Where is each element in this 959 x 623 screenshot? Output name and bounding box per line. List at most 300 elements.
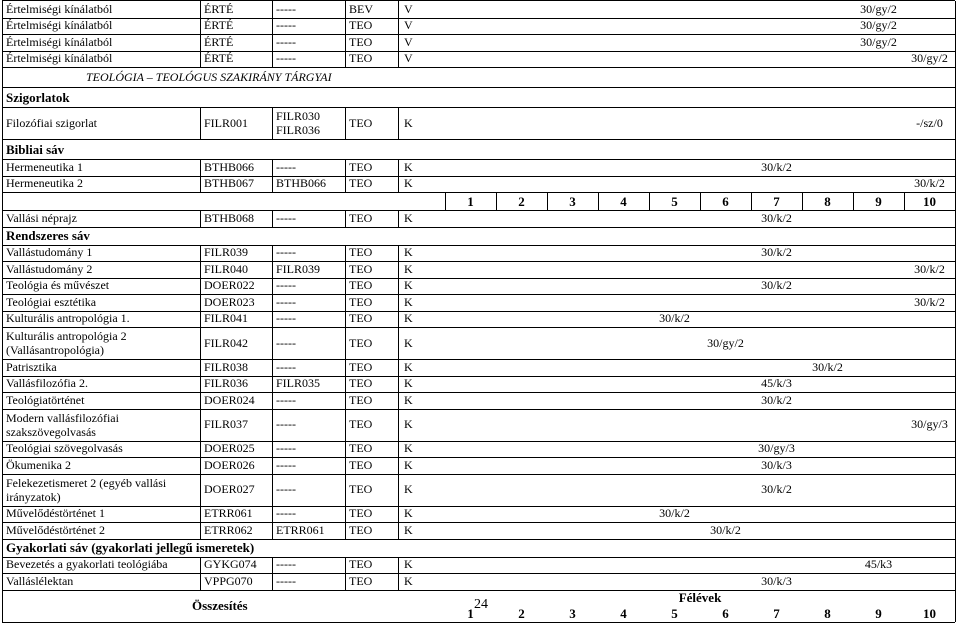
row-border [2,245,955,246]
column-border [398,107,399,139]
credit-value: 30/k/2 [761,159,792,174]
course-code: ETRR061 [204,506,253,521]
semester-number: 10 [923,606,936,621]
column-border [200,34,201,51]
row-border [2,227,955,228]
column-border [398,34,399,51]
course-name: Modern vallásfilozófiai szakszövegolvasás [6,410,119,439]
course-code: DOER026 [204,457,255,472]
course-code: FILR041 [204,311,249,326]
row-border [2,392,955,393]
column-border [200,176,201,193]
column-border [200,278,201,295]
column-border [200,522,201,539]
column-border [751,192,752,210]
column-border [398,409,399,441]
column-border [272,245,273,262]
course-name: Filozófiai szigorlat [6,116,97,130]
credit-value: 30/k/3 [761,457,792,472]
semester-number: 5 [671,606,678,621]
course-name: Művelődéstörténet 1 [6,506,105,521]
faculty-code: TEO [349,522,373,537]
column-border [345,376,346,393]
column-border [2,359,3,376]
prerequisite: ----- [276,245,296,260]
faculty-code: TEO [349,311,373,326]
semester-number: 7 [773,606,780,621]
column-border [272,522,273,539]
column-border [345,159,346,176]
semester-number: 5 [671,193,678,209]
course-code: FILR042 [204,335,249,350]
course-name: Valláslélektan [6,573,74,588]
column-border [200,294,201,311]
column-border [200,327,201,359]
course-code: ÉRTÉ [204,1,234,16]
column-border [398,18,399,35]
column-border [398,176,399,193]
faculty-code: TEO [349,573,373,588]
column-border [345,457,346,474]
column-border [2,87,3,107]
column-border [955,192,956,210]
exam-type: K [404,311,413,326]
column-border [2,539,3,557]
credit-value: 30/gy/2 [707,335,744,350]
column-border [272,573,273,590]
course-name: Vallásfilozófia 2. [6,376,88,391]
course-name: Teológiatörténet [6,392,85,407]
prerequisite: FILR039 [276,261,321,276]
credit-value: 30/k/2 [659,311,690,326]
column-border [398,522,399,539]
column-border [398,159,399,176]
column-border [398,376,399,393]
course-code: FILR037 [204,417,249,431]
column-border [345,522,346,539]
column-border [345,294,346,311]
course-code: FILR040 [204,261,249,276]
column-border [955,522,956,539]
semester-number: 6 [722,606,729,621]
column-border [955,1,956,18]
column-border [398,245,399,262]
column-border [200,457,201,474]
credit-value: 30/gy/2 [911,51,948,66]
column-border [345,409,346,441]
faculty-code: TEO [349,261,373,276]
column-border [345,51,346,68]
column-border [200,1,201,18]
column-border [398,557,399,574]
faculty-code: TEO [349,335,373,350]
column-border [496,192,497,210]
exam-type: K [404,441,413,456]
section-title: Gyakorlati sáv (gyakorlati jellegű ismeretek) [6,540,255,555]
column-border [2,392,3,409]
course-name: Vallási néprajz [6,210,77,225]
column-border [955,227,956,245]
credit-value: 30/gy/2 [860,34,897,49]
column-border [955,392,956,409]
row-border [2,457,955,458]
column-border [200,441,201,458]
column-border [345,557,346,574]
column-border [955,409,956,441]
column-border [2,590,3,622]
column-border [272,474,273,506]
column-border [398,474,399,506]
credit-value: 45/k3 [864,557,893,572]
column-border [955,107,956,139]
row-border [2,18,955,19]
column-border [272,409,273,441]
exam-type: K [404,159,413,174]
faculty-code: TEO [349,278,373,293]
semester-number: 1 [467,193,474,209]
column-border [398,392,399,409]
column-border [200,409,201,441]
column-border [904,192,905,210]
row-border [2,261,955,262]
column-border [345,1,346,18]
column-border [345,392,346,409]
faculty-code: TEO [349,557,373,572]
column-border [345,359,346,376]
column-border [345,34,346,51]
exam-type: K [404,359,413,374]
column-border [398,441,399,458]
course-code: DOER022 [204,278,255,293]
course-name: Ökumenika 2 [6,457,71,472]
faculty-code: TEO [349,210,373,225]
column-border [272,159,273,176]
course-name: Teológia és művészet [6,278,110,293]
course-code: ETRR062 [204,522,253,537]
exam-type: K [404,392,413,407]
course-name: Hermeneutika 1 [6,159,83,174]
column-border [2,573,3,590]
semester-number: 1 [467,606,474,621]
column-border [2,294,3,311]
column-border [398,261,399,278]
prerequisite: ----- [276,294,296,309]
column-border [200,376,201,393]
prerequisite: ----- [276,51,296,66]
credit-value: 30/k/2 [914,261,945,276]
row-border [2,522,955,523]
column-border [345,107,346,139]
column-border [398,327,399,359]
column-border [398,457,399,474]
section-subtitle: TEOLÓGIA – TEOLÓGUS SZAKIRÁNY TÁRGYAI [86,69,332,84]
column-border [2,506,3,523]
exam-type: V [404,1,413,16]
exam-type: K [404,210,413,225]
row-border [2,573,955,574]
row-border [2,376,955,377]
column-border [272,294,273,311]
column-border [2,474,3,506]
column-border [2,376,3,393]
prerequisite: ----- [276,573,296,588]
faculty-code: TEO [349,34,373,49]
column-border [955,278,956,295]
column-border [2,327,3,359]
column-border [398,359,399,376]
faculty-code: TEO [349,392,373,407]
semester-number: 4 [620,606,627,621]
credit-value: 30/k/2 [761,482,792,496]
faculty-code: TEO [349,457,373,472]
semester-number: 4 [620,193,627,209]
credit-value: 30/gy/3 [911,417,948,431]
column-border [345,474,346,506]
course-name: Patrisztika [6,359,57,374]
column-border [802,192,803,210]
section-title: Rendszeres sáv [6,228,90,243]
row-border [2,139,955,140]
semester-number: 7 [773,193,780,209]
course-name: Művelődéstörténet 2 [6,522,105,537]
column-border [345,261,346,278]
column-border [398,311,399,328]
row-border [2,51,955,52]
faculty-code: TEO [349,506,373,521]
exam-type: K [404,417,413,431]
semester-number: 2 [518,193,525,209]
semesters-label: Félévek [678,590,722,605]
course-code: BTHB068 [204,210,255,225]
column-border [2,557,3,574]
course-name: Felekezetismeret 2 (egyéb vallási irányzatok) [6,475,167,504]
column-border [345,573,346,590]
credit-value: 30/k/2 [914,176,945,191]
course-code: DOER025 [204,441,255,456]
column-border [853,192,854,210]
course-code: BTHB066 [204,159,255,174]
credit-value: -/sz/0 [916,115,943,130]
faculty-code: TEO [349,245,373,260]
column-border [200,159,201,176]
column-border [955,176,956,193]
column-border [2,34,3,51]
faculty-code: TEO [349,159,373,174]
row-border [2,0,955,1]
semester-number: 2 [518,606,525,621]
row-border [2,294,955,295]
credit-value: 45/k/3 [761,376,792,391]
column-border [955,557,956,574]
column-border [955,51,956,68]
column-border [2,192,3,210]
column-border [345,441,346,458]
course-code: DOER027 [204,482,255,496]
column-border [955,18,956,35]
course-code: ÉRTÉ [204,18,234,33]
column-border [200,557,201,574]
column-border [272,18,273,35]
course-name: Értelmiségi kínálatból [6,1,113,16]
exam-type: K [404,557,413,572]
section-title: Szigorlatok [6,89,70,105]
column-border [955,590,956,622]
faculty-code: TEO [349,18,373,33]
column-border [345,245,346,262]
page-number: 24 [474,597,488,612]
faculty-code: TEO [349,376,373,391]
faculty-code: TEO [349,441,373,456]
column-border [345,278,346,295]
column-border [955,327,956,359]
row-border [2,34,955,35]
credit-value: 30/gy/2 [860,1,897,16]
exam-type: K [404,506,413,521]
course-name: Teológiai szövegolvasás [6,441,123,456]
column-border [955,245,956,262]
row-border [2,176,955,177]
column-border [955,474,956,506]
course-code: ÉRTÉ [204,34,234,49]
exam-type: K [404,522,413,537]
prerequisite: ----- [276,335,296,350]
faculty-code: TEO [349,115,373,130]
column-border [598,192,599,210]
column-border [272,506,273,523]
faculty-code: TEO [349,417,373,431]
column-border [200,311,201,328]
course-code: VPPG070 [204,573,253,588]
credit-value: 30/k/2 [761,392,792,407]
column-border [272,107,273,139]
prerequisite: ----- [276,441,296,456]
credit-value: 30/gy/2 [860,18,897,33]
course-code: DOER024 [204,392,255,407]
column-border [398,294,399,311]
column-border [955,441,956,458]
column-border [345,311,346,328]
column-border [2,278,3,295]
column-border [2,1,3,18]
credit-value: 30/k/2 [659,506,690,521]
column-border [272,261,273,278]
semester-number: 9 [875,606,882,621]
row-border [2,159,955,160]
credit-value: 30/k/2 [761,245,792,260]
prerequisite: FILR030 FILR036 [276,109,321,137]
semester-number: 3 [569,193,576,209]
column-border [345,176,346,193]
column-border [2,67,3,87]
column-border [2,441,3,458]
column-border [2,311,3,328]
credit-value: 30/gy/3 [758,441,795,456]
column-border [649,192,650,210]
semester-number: 3 [569,606,576,621]
semester-number: 9 [875,193,882,209]
faculty-code: TEO [349,482,373,496]
exam-type: K [404,278,413,293]
faculty-code: TEO [349,359,373,374]
column-border [398,278,399,295]
column-border [200,392,201,409]
exam-type: K [404,245,413,260]
prerequisite: ----- [276,1,296,16]
course-code: FILR038 [204,359,249,374]
column-border [955,87,956,107]
column-border [2,457,3,474]
prerequisite: ----- [276,457,296,472]
course-code: GYKG074 [204,557,257,572]
column-border [2,522,3,539]
column-border [200,261,201,278]
column-border [955,34,956,51]
column-border [2,18,3,35]
prerequisite: ----- [276,506,296,521]
column-border [955,359,956,376]
faculty-code: TEO [349,294,373,309]
column-border [345,327,346,359]
column-border [272,557,273,574]
column-border [345,18,346,35]
column-border [200,359,201,376]
course-name: Kulturális antropológia 1. [6,311,130,326]
column-border [200,506,201,523]
row-border [2,311,955,312]
column-border [547,192,548,210]
column-border [955,573,956,590]
column-border [2,409,3,441]
column-border [2,176,3,193]
exam-type: K [404,176,413,191]
column-border [272,210,273,227]
exam-type: V [404,51,413,66]
summary-label: Összesítés [192,598,248,613]
credit-value: 30/k/2 [710,522,741,537]
credit-value: 30/k/2 [812,359,843,374]
column-border [2,139,3,159]
semester-number: 8 [824,606,831,621]
column-border [445,192,446,210]
prerequisite: ----- [276,557,296,572]
column-border [200,107,201,139]
section-title: Bibliai sáv [6,141,65,157]
exam-type: V [404,18,413,33]
exam-type: K [404,115,413,130]
course-name: Vallástudomány 1 [6,245,93,260]
prerequisite: ----- [276,482,296,496]
prerequisite: ----- [276,34,296,49]
column-border [398,1,399,18]
prerequisite: ----- [276,278,296,293]
column-border [272,1,273,18]
prerequisite: ----- [276,417,296,431]
column-border [272,457,273,474]
credit-value: 30/k/2 [761,278,792,293]
column-border [955,67,956,87]
column-border [955,294,956,311]
column-border [200,474,201,506]
semester-number: 10 [923,193,936,209]
column-border [345,210,346,227]
column-border [955,539,956,557]
exam-type: K [404,482,413,496]
column-border [2,159,3,176]
prerequisite: ----- [276,392,296,407]
column-border [955,376,956,393]
column-border [272,441,273,458]
column-border [2,107,3,139]
